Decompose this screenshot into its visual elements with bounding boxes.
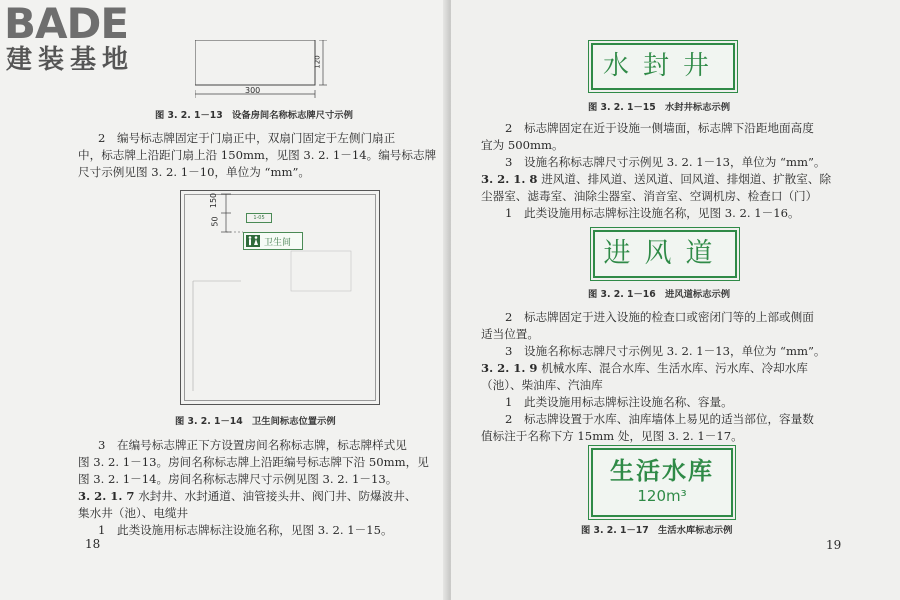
- logo-text-en: BADE: [4, 0, 129, 48]
- section-text: 进风道、排风道、送风道、回风道、排烟道、扩散室、除: [541, 172, 832, 186]
- domestic-water-tank-sign: [591, 448, 733, 517]
- paragraph: 适当位置。: [481, 327, 539, 341]
- tank-sign-name: 生活水库: [610, 457, 714, 485]
- section-text: 机械水库、混合水库、生活水库、污水库、冷却水库: [541, 361, 808, 375]
- paragraph: 2 标志牌设置于水库、油库墙体上易见的适当部位，容量数: [505, 412, 814, 426]
- toilet-people-icon: [246, 235, 260, 247]
- dimension-150-label: 150: [209, 192, 219, 209]
- right-page: [451, 0, 900, 600]
- section-number: 3. 2. 1. 8: [481, 172, 538, 186]
- section-number: 3. 2. 1. 9: [481, 361, 538, 375]
- paragraph: 1 此类设施用标志牌标注设施名称、容量。: [505, 395, 733, 409]
- figure-13-height-label: 120: [313, 55, 322, 69]
- figure-13-width-label: 300: [245, 86, 261, 95]
- paragraph: 3 设施名称标志牌尺寸示例见 3. 2. 1－13，单位为 “mm”。: [505, 344, 826, 358]
- section-number: 3. 2. 1. 7: [78, 489, 135, 503]
- number-sign: 1-05: [246, 213, 272, 223]
- toilet-name-sign: [243, 232, 303, 250]
- tank-sign-capacity: 120m³: [637, 487, 687, 505]
- page-number: 18: [85, 537, 101, 551]
- water-seal-well-sign: 水封井: [591, 43, 735, 90]
- page-number: 19: [826, 538, 842, 552]
- paragraph: 集水井（池）、电缆井: [78, 506, 189, 520]
- figure-15-caption: 图 3. 2. 1－15 水封井标志示例: [588, 102, 731, 113]
- left-page: [0, 0, 449, 600]
- paragraph: （池）、柴油库、汽油库: [481, 378, 603, 392]
- section-heading: [481, 360, 808, 376]
- figure-13-drawing: [195, 40, 330, 100]
- paragraph: 中，标志牌上沿距门扇上沿 150mm，见图 3. 2. 1－14。编号标志牌: [78, 148, 437, 162]
- figure-17-caption: 图 3. 2. 1－17 生活水库标志示例: [581, 525, 733, 536]
- figure-13-dimension-diagram: [195, 40, 330, 100]
- air-intake-duct-sign: 进风道: [593, 230, 737, 278]
- paragraph: 1 此类设施用标志牌标注设施名称，见图 3. 2. 1－16。: [505, 206, 800, 220]
- logo-text-cn: 建装基地: [6, 45, 135, 75]
- figure-14-caption: 图 3. 2. 1－14 卫生间标志位置示例: [175, 416, 336, 427]
- paragraph: 3 在编号标志牌正下方设置房间名称标志牌，标志牌样式见: [98, 438, 407, 452]
- paragraph: 2 编号标志牌固定于门扇正中，双扇门固定于左侧门扇正: [98, 131, 396, 145]
- paragraph: 图 3. 2. 1－13。房间名称标志牌上沿距编号标志牌下沿 50mm，见: [78, 455, 429, 469]
- figure-14-toilet-door-diagram: [180, 190, 380, 405]
- figure-13-caption: 图 3. 2. 1－13 设备房间名称标志牌尺寸示例: [155, 110, 353, 121]
- figure-16-caption: 图 3. 2. 1－16 进风道标志示例: [588, 289, 731, 300]
- paragraph: 2 标志牌固定于进入设施的检查口或密闭门等的上部或侧面: [505, 310, 814, 324]
- paragraph: 尘器室、滤毒室、油除尘器室、消音室、空调机房、检查口（门）: [481, 189, 818, 203]
- section-heading: [481, 171, 831, 187]
- dimension-50-label: 50: [210, 216, 220, 227]
- paragraph: 1 此类设施用标志牌标注设施名称，见图 3. 2. 1－15。: [98, 523, 393, 537]
- paragraph: 图 3. 2. 1－14。房间名称标志牌尺寸示例见图 3. 2. 1－13。: [78, 472, 398, 486]
- paragraph: 2 标志牌固定在近于设施一侧墙面，标志牌下沿距地面高度: [505, 121, 814, 135]
- paragraph: 尺寸示例见图 3. 2. 1－10，单位为 “mm”。: [78, 165, 310, 179]
- section-heading: [78, 488, 416, 504]
- paragraph: 值标注于名称下方 15mm 处，见图 3. 2. 1－17。: [481, 429, 743, 443]
- section-text: 水封井、水封通道、油管接头井、阀门井、防爆波井、: [138, 489, 417, 503]
- bade-logo: [4, 0, 174, 76]
- paragraph: 宜为 500mm。: [481, 138, 564, 152]
- paragraph: 3 设施名称标志牌尺寸示例见 3. 2. 1－13，单位为 “mm”。: [505, 155, 826, 169]
- toilet-sign-text: 卫生间: [264, 238, 292, 248]
